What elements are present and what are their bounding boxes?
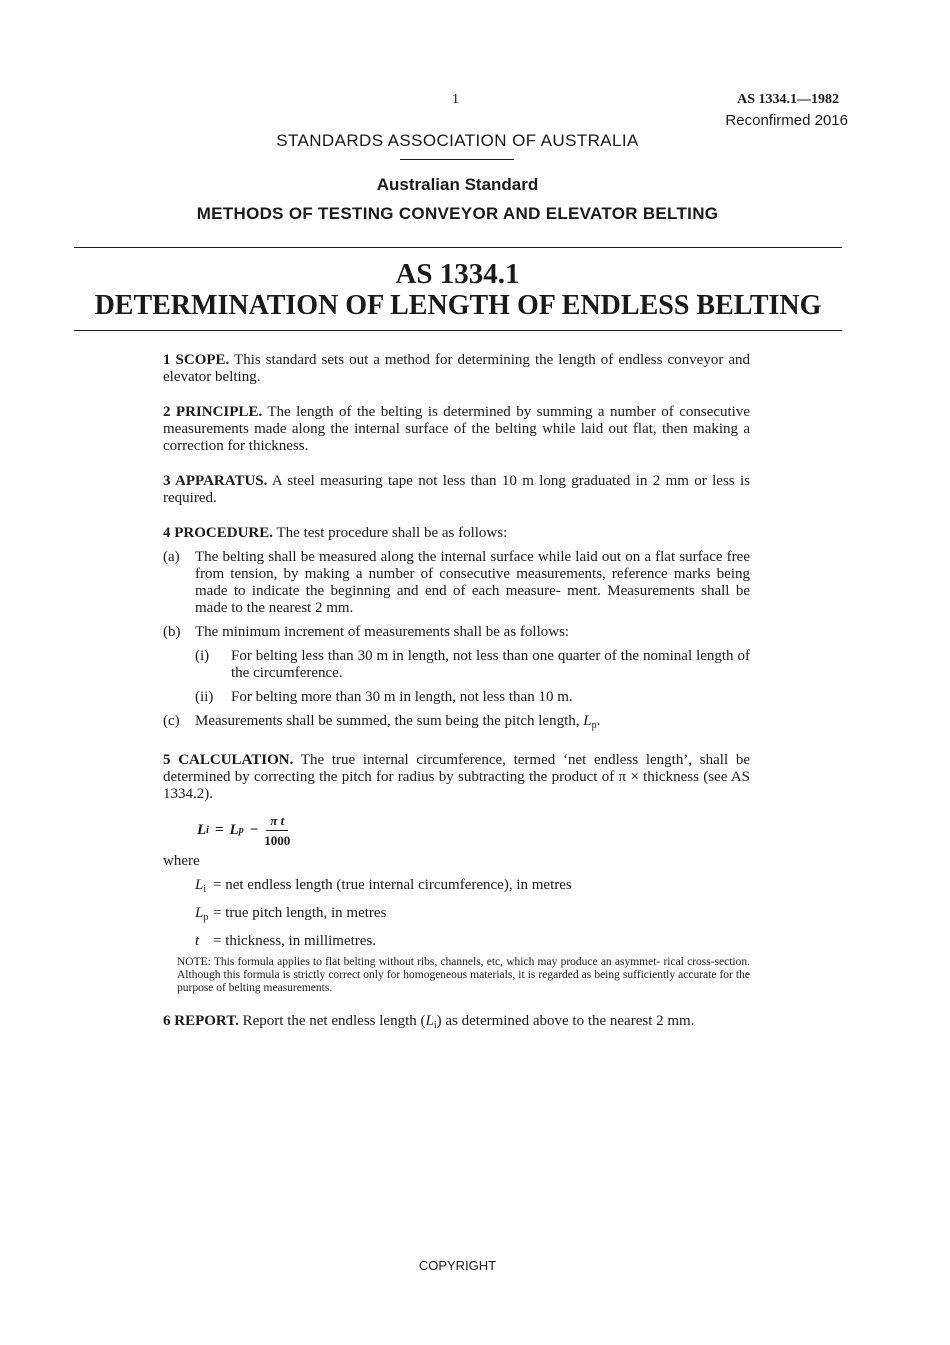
definition-item xyxy=(195,877,750,898)
section-heading: 5 CALCULATION. xyxy=(163,752,294,768)
section-text: The test procedure shall be as follows: xyxy=(276,525,508,541)
series-title: METHODS OF TESTING CONVEYOR AND ELEVATOR BELTING xyxy=(196,204,719,223)
section-text: The true internal circumference, termed ‘net endless length’, shall be determined by correcting the pitch for radius by subtracting the product of π × thickness (see AS 1334.2). xyxy=(163,752,750,802)
definition-text: = net endless length (true internal circumference), in metres xyxy=(213,877,572,893)
document-body xyxy=(163,352,750,1052)
list-item xyxy=(163,624,750,641)
standard-type: Australian Standard xyxy=(376,175,539,194)
reconfirmed-note: Reconfirmed 2016 xyxy=(725,112,848,129)
title-top-rule xyxy=(74,247,842,248)
symbol-letter: t xyxy=(195,933,200,949)
subitem-text: For belting more than 30 m in length, not less than 10 m. xyxy=(231,689,573,705)
definition-symbol xyxy=(195,905,213,926)
formula-equals: = xyxy=(214,821,224,838)
formula-minus: − xyxy=(249,821,259,838)
item-label: (a) xyxy=(163,549,180,565)
section-text: The length of the belting is determined by summing a number of consecutive measurements made along the internal surface of the belting while laid out flat, then making a correction for thickness. xyxy=(163,404,750,454)
header-divider xyxy=(400,159,514,160)
copyright-footer: COPYRIGHT xyxy=(418,1258,497,1273)
page-number: 1 xyxy=(452,92,459,107)
standard-title-number: AS 1334.1 xyxy=(395,258,520,290)
definition-text: = thickness, in millimetres. xyxy=(213,933,377,949)
sub-list-item xyxy=(195,648,750,682)
subitem-label: (ii) xyxy=(195,689,214,705)
item-text-end: . xyxy=(596,713,601,729)
where-label: where xyxy=(163,853,200,869)
definition-text: = true pitch length, in metres xyxy=(213,905,387,921)
title-bottom-rule xyxy=(74,330,842,331)
definition-symbol xyxy=(195,933,213,950)
section-heading: 2 PRINCIPLE. xyxy=(163,404,263,420)
standard-title: DETERMINATION OF LENGTH OF ENDLESS BELTING xyxy=(94,290,822,321)
definition-item xyxy=(195,933,750,950)
section-text-start: Report the net endless length ( xyxy=(242,1013,426,1029)
section-heading: 1 SCOPE. xyxy=(163,352,230,368)
organization-name: STANDARDS ASSOCIATION OF AUSTRALIA xyxy=(276,131,639,150)
section-scope xyxy=(163,352,750,386)
section-procedure xyxy=(163,525,750,542)
symbol-letter: L xyxy=(195,905,204,921)
item-label: (b) xyxy=(163,624,181,640)
section-text: A steel measuring tape not less than 10 m long graduated in 2 mm or less is required. xyxy=(163,473,750,506)
item-text: The belting shall be measured along the internal surface while laid out on a flat surface free from tension, by making a number of consecutive measurements, reference marks being made to indicate the beginning and end of each measure- ment. Measurements shall be made to the nearest 2 mm. xyxy=(195,549,750,616)
formula-lhs: L xyxy=(197,821,207,838)
standard-number: AS 1334.1—1982 xyxy=(737,92,839,107)
net-length-symbol: L xyxy=(425,1013,434,1029)
section-principle xyxy=(163,404,750,455)
length-formula xyxy=(197,813,750,847)
definition-item xyxy=(195,905,750,926)
item-text: The minimum increment of measurements shall be as follows: xyxy=(195,624,570,640)
formula-denominator: 1000 xyxy=(264,832,291,848)
symbol-subscript: i xyxy=(203,884,207,895)
list-item xyxy=(163,549,750,617)
list-item xyxy=(163,713,750,734)
section-calculation xyxy=(163,752,750,803)
formula-rhs-sub: p xyxy=(238,824,244,836)
section-text: This standard sets out a method for determining the length of endless conveyor and elevator belting. xyxy=(163,352,750,385)
symbol-letter: L xyxy=(195,877,204,893)
symbol-subscript: p xyxy=(203,912,209,923)
sub-list-item xyxy=(195,689,750,706)
formula-note: NOTE: This formula applies to flat belting without ribs, channels, etc, which may produce an asymmet- rical cross-section. Although this formula is strictly correct only for homogeneous materials, it is regarded as being sufficiently accurate for the purpose of belting measurements. xyxy=(177,956,750,994)
formula-rhs: L xyxy=(229,821,239,838)
section-heading: 4 PROCEDURE. xyxy=(163,525,274,541)
section-report xyxy=(163,1013,750,1034)
item-label: (c) xyxy=(163,713,180,729)
item-text xyxy=(195,713,750,734)
formula-numerator: π t xyxy=(266,812,288,831)
section-apparatus xyxy=(163,473,750,507)
symbol-subscript: p xyxy=(591,720,597,731)
item-text-body: Measurements shall be summed, the sum being the pitch length, xyxy=(195,713,580,729)
formula-lhs-sub: i xyxy=(206,824,209,836)
section-heading: 6 REPORT. xyxy=(163,1013,239,1029)
subitem-label: (i) xyxy=(195,648,210,664)
section-heading: 3 APPARATUS. xyxy=(163,473,268,489)
symbol-subscript: i xyxy=(433,1020,437,1031)
subitem-text: For belting less than 30 m in length, not less than one quarter of the nominal length of the circumference. xyxy=(231,648,750,681)
formula-fraction xyxy=(264,812,290,849)
definition-symbol xyxy=(195,877,213,898)
pitch-length-symbol: L xyxy=(583,713,592,729)
section-text-end: ) as determined above to the nearest 2 mm. xyxy=(436,1013,695,1029)
